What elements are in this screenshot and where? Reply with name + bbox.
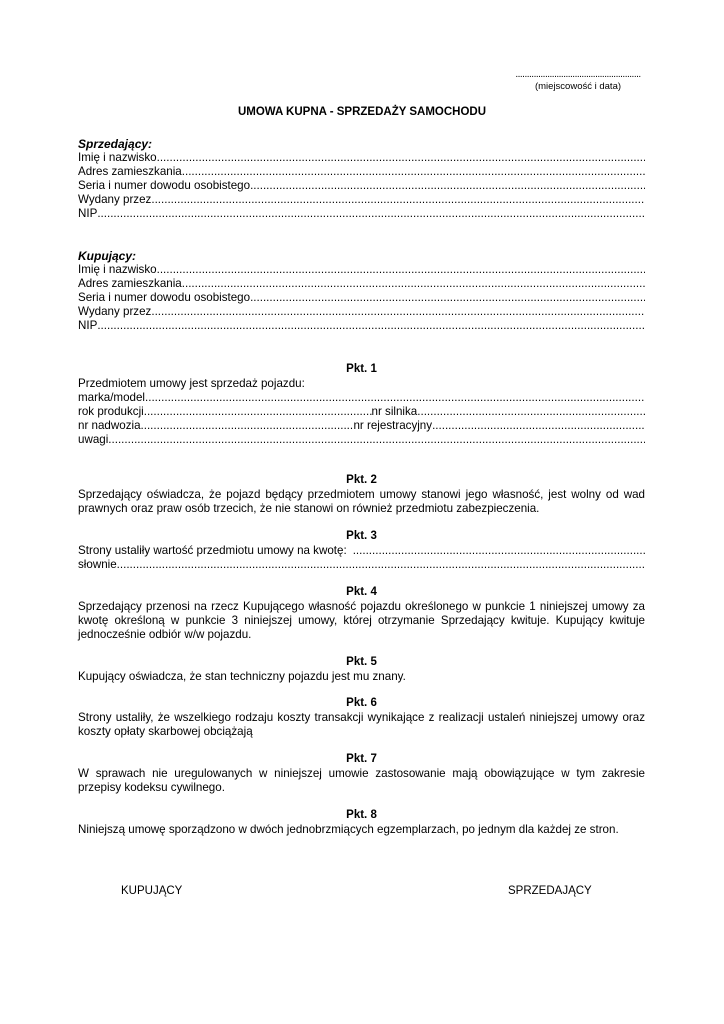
vehicle-notes-line: [78, 433, 645, 447]
pkt7-section: [78, 752, 645, 795]
buyer-heading: Kupujący:: [78, 249, 137, 263]
vehicle-notes-label: uwagi: [78, 433, 109, 446]
vehicle-year-engine-line: [78, 405, 645, 419]
pkt7-text: W sprawach nie uregulowanych w niniejszej umowie zastosowanie mają obowiązujące w tym zakresie przepisy kodeksu cywilnego.: [78, 767, 645, 794]
pkt1-title: Pkt. 1: [346, 363, 377, 375]
seller-name-label: Imię i nazwisko: [78, 151, 157, 164]
place-date-field: [508, 70, 648, 93]
pkt4-text: Sprzedający przenosi na rzecz Kupującego własność pojazdu określonego w punkcie 1 niniejszej umowy za kwotę określoną w punkcie 3 niniejszej umowy, której otrzymanie Sprzedający kwituje. Kupujący kwituje jednocześnie odbiór w/w pojazdu.: [78, 600, 645, 641]
seller-address-label: Adres zamieszkania: [78, 165, 182, 178]
price-label: Strony ustaliły wartość przedmiotu umowy na kwotę:: [78, 544, 347, 557]
seller-heading: Sprzedający:: [78, 137, 153, 151]
price-words-label: słownie: [78, 558, 117, 571]
buyer-address-label: Adres zamieszkania: [78, 277, 182, 290]
pkt6-section: [78, 696, 645, 739]
buyer-issued-line: [78, 305, 645, 319]
pkt3-title: Pkt. 3: [346, 530, 377, 542]
seller-name-line: [78, 151, 645, 165]
vehicle-make-line: [78, 391, 645, 405]
pkt7-title: Pkt. 7: [346, 753, 377, 765]
seller-section: [78, 137, 645, 221]
pkt4-title: Pkt. 4: [346, 586, 377, 598]
pkt3-section: [78, 529, 645, 572]
seller-nip-line: [78, 207, 645, 221]
pkt2-text: Sprzedający oświadcza, że pojazd będący przedmiotem umowy stanowi jego własność, jest wolny od wad prawnych oraz praw osób trzecich, że nie stanowi on również przedmiotu zabezpieczenia.: [78, 488, 645, 515]
pkt8-title: Pkt. 8: [346, 809, 377, 821]
buyer-nip-label: NIP: [78, 319, 98, 332]
price-words-line: [78, 558, 645, 572]
seller-signature-label: SPRZEDAJĄCY: [508, 885, 592, 897]
buyer-section: [78, 249, 645, 333]
pkt4-section: [78, 585, 645, 642]
pkt1-intro: Przedmiotem umowy jest sprzedaż pojazdu:: [78, 377, 305, 390]
buyer-address-line: [78, 277, 645, 291]
vehicle-engine-label: nr silnika: [371, 405, 418, 418]
vehicle-body-label: nr nadwozia: [78, 419, 141, 432]
buyer-name-line: [78, 263, 645, 277]
seller-issued-label: Wydany przez: [78, 193, 152, 206]
pkt8-text: Niniejszą umowę sporządzono w dwóch jednobrzmiących egzemplarzach, po jednym dla każdej ze stron.: [78, 823, 619, 836]
pkt8-section: [78, 808, 645, 837]
buyer-name-label: Imię i nazwisko: [78, 263, 157, 276]
pkt1-section: [78, 362, 645, 447]
pkt5-section: [78, 655, 645, 684]
price-line: [78, 544, 645, 558]
place-date-line: .......................................................: [515, 70, 641, 80]
buyer-nip-line: [78, 319, 645, 333]
pkt6-text: Strony ustaliły, że wszelkiego rodzaju koszty transakcji wynikające z realizacji ustaleń niniejszej umowy oraz koszty opłaty skarbowej obciążają: [78, 711, 645, 738]
buyer-id-label: Seria i numer dowodu osobistego: [78, 291, 251, 304]
seller-id-line: [78, 179, 645, 193]
vehicle-registration-label: nr rejestracyjny: [353, 419, 433, 432]
pkt5-text: Kupujący oświadcza, że stan techniczny pojazdu jest mu znany.: [78, 670, 406, 683]
pkt6-title: Pkt. 6: [346, 697, 377, 709]
pkt5-title: Pkt. 5: [346, 656, 377, 668]
document-title: UMOWA KUPNA - SPRZEDAŻY SAMOCHODU: [237, 106, 487, 118]
seller-nip-label: NIP: [78, 207, 98, 220]
vehicle-year-label: rok produkcji: [78, 405, 144, 418]
buyer-signature-label: KUPUJĄCY: [121, 885, 183, 897]
seller-id-label: Seria i numer dowodu osobistego: [78, 179, 251, 192]
vehicle-make-label: marka/model: [78, 391, 146, 404]
pkt2-section: [78, 473, 645, 516]
buyer-id-line: [78, 291, 645, 305]
seller-issued-line: [78, 193, 645, 207]
vehicle-body-registration-line: [78, 419, 645, 433]
place-date-caption: (miejscowość i data): [534, 81, 622, 92]
buyer-issued-label: Wydany przez: [78, 305, 152, 318]
seller-address-line: [78, 165, 645, 179]
pkt2-title: Pkt. 2: [346, 474, 377, 486]
